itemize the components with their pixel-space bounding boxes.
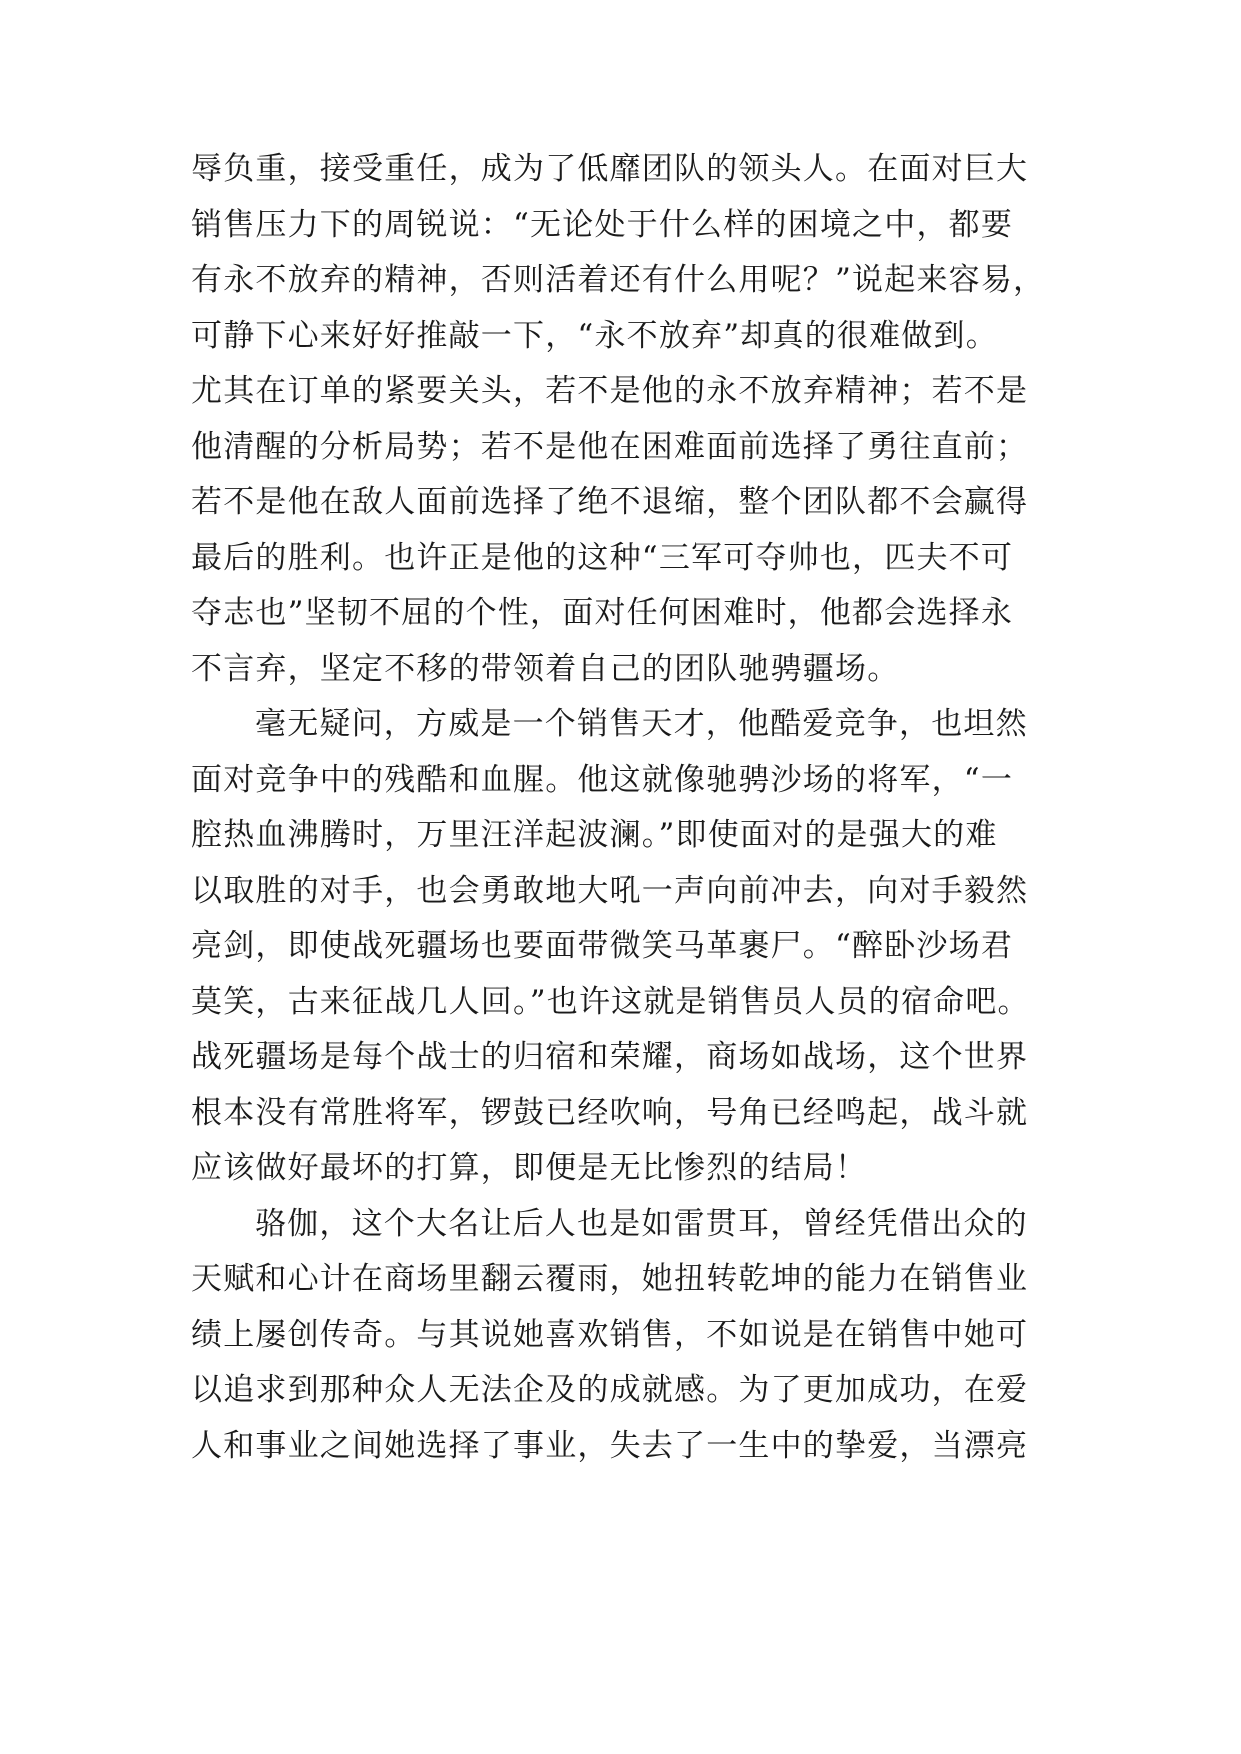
- text-line: 腔热血沸腾时，万里汪洋起波澜。”即使面对的是强大的难: [191, 817, 998, 853]
- text-line: 面对竞争中的残酷和血腥。他这就像驰骋沙场的将军，“一: [191, 761, 1014, 798]
- text-line: 不言弃，坚定不移的带领着自己的团队驰骋疆场。: [191, 650, 900, 687]
- paragraph: [191, 142, 1071, 697]
- text-line: 亮剑，即使战死疆场也要面带微笑马革裹尸。“醉卧沙场君: [191, 928, 1014, 964]
- text-line: 若不是他在敌人面前选择了绝不退缩，整个团队都不会赢得: [191, 484, 1029, 520]
- text-line: 毫无疑问，方威是一个销售天才，他酷爱竞争，也坦然: [255, 706, 1028, 742]
- text-line: 以取胜的对手，也会勇敢地大吼一声向前冲去，向对手毅然: [191, 872, 1029, 909]
- text-line: 战死疆场是每个战士的归宿和荣耀，商场如战场，这个世界: [191, 1039, 1029, 1075]
- paragraph: [191, 1197, 1071, 1475]
- text-line: 绩上屡创传奇。与其说她喜欢销售，不如说是在销售中她可: [191, 1316, 1029, 1353]
- text-line: 以追求到那种众人无法企及的成就感。为了更加成功，在爱: [191, 1372, 1029, 1408]
- text-line: 天赋和心计在商场里翻云覆雨，她扭转乾坤的能力在销售业: [191, 1261, 1029, 1297]
- text-line: 他清醒的分析局势；若不是他在困难面前选择了勇往直前；: [191, 428, 1029, 465]
- text-line: 人和事业之间她选择了事业，失去了一生中的挚爱，当漂亮: [191, 1427, 1029, 1464]
- text-line: 骆伽，这个大名让后人也是如雷贯耳，曾经凭借出众的: [255, 1205, 1028, 1242]
- text-line: 销售压力下的周锐说：“无论处于什么样的困境之中，都要: [191, 206, 1014, 243]
- text-line: 可静下心来好好推敲一下，“永不放弃”却真的很难做到。: [191, 317, 998, 354]
- text-line: 尤其在订单的紧要关头，若不是他的永不放弃精神；若不是: [191, 373, 1029, 409]
- body-text: [191, 142, 1071, 1474]
- text-line: 有永不放弃的精神，否则活着还有什么用呢？”说起来容易，: [191, 262, 1046, 298]
- text-line: 莫笑，古来征战几人回。”也许这就是销售员人员的宿命吧。: [191, 983, 1030, 1020]
- text-line: 根本没有常胜将军，锣鼓已经吹响，号角已经鸣起，战斗就: [191, 1094, 1029, 1131]
- text-line: 应该做好最坏的打算，即便是无比惨烈的结局！: [191, 1150, 868, 1186]
- text-line: 辱负重，接受重任，成为了低靡团队的领头人。在面对巨大: [191, 151, 1029, 187]
- paragraph: [191, 697, 1071, 1197]
- text-line: 最后的胜利。也许正是他的这种“三军可夺帅也，匹夫不可: [191, 539, 1014, 576]
- text-line: 夺志也”坚韧不屈的个性，面对任何困难时，他都会选择永: [191, 595, 1014, 631]
